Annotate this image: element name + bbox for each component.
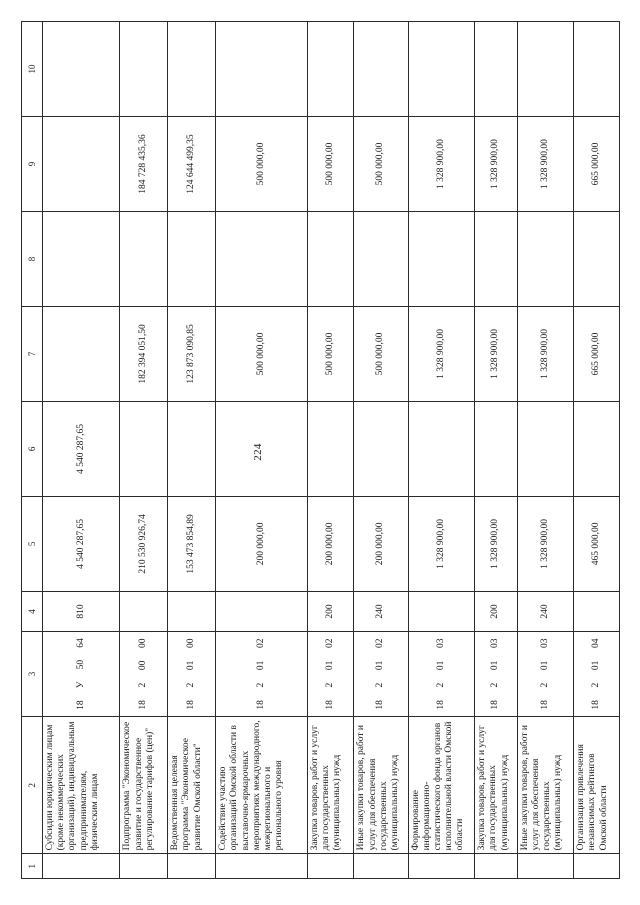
code-part: 01 [375,660,386,671]
value-cell-c7: 1 328 900,00 [408,306,474,401]
code-part: 02 [255,638,266,648]
value-cell-c9: 500 000,00 [307,117,354,212]
code-part: 18 [375,700,386,710]
value-cell-c9: 1 328 900,00 [475,117,517,212]
code-part: 03 [539,638,550,648]
classification-code [308,632,354,716]
code-part: 04 [590,638,601,648]
row-index-cell [307,854,354,879]
code-part: 02 [375,638,386,648]
value-cell-c5: 210 530 926,74 [120,496,168,591]
code-cell [307,632,354,717]
code-part: 00 [138,660,149,671]
code-part: 01 [255,660,266,671]
value-cell-c5: 4 540 287,65 [43,496,120,591]
value-cell-c9: 1 328 900,00 [517,117,574,212]
value-cell-c8 [307,212,354,307]
value-cell-c4: 240 [354,591,408,631]
value-cell-c5: 153 473 854,89 [168,496,216,591]
value-cell-c7: 1 328 900,00 [517,306,574,401]
column-header: 10 [22,22,43,117]
row-name: Иные закупки товаров, работ и услуг для обеспечения государственных (муниципальных) нужд [517,717,574,854]
classification-code [120,632,167,716]
value-cell-c6 [216,401,307,496]
column-header: 8 [22,212,43,307]
value-cell-c5: 465 000,00 [574,496,620,591]
value-cell-c9: 665 000,00 [574,117,620,212]
value-cell-c6: 4 540 287,65 [43,401,120,496]
table-row [307,22,354,879]
code-part: 01 [539,660,550,671]
value-cell-c9: 500 000,00 [216,117,307,212]
value-cell-c9 [43,117,120,212]
value-cell-c4: 200 [475,591,517,631]
code-part: 18 [255,700,266,710]
code-part: 01 [324,660,335,671]
code-part: 01 [435,660,446,671]
row-name: Иные закупки товаров, работ и услуг для обеспечения государственных (муниципальных) нужд [354,717,408,854]
code-part: 2 [138,682,149,688]
value-cell-c10 [354,22,408,117]
rotated-table-frame [21,21,620,879]
table-row [475,22,517,879]
row-index-cell [408,854,474,879]
code-part: У [75,681,86,689]
row-name: Формирование информационно-статистического фонда органов исполнительной власти Омской области [408,717,474,854]
value-cell-c4: 200 [307,591,354,631]
value-cell-c8 [517,212,574,307]
value-cell-c8 [43,212,120,307]
code-part: 01 [490,660,501,671]
value-cell-c5: 1 328 900,00 [408,496,474,591]
code-part: 18 [435,700,446,710]
table-row [517,22,574,879]
value-cell-c10 [475,22,517,117]
classification-code [409,632,474,716]
row-name: Закупка товаров, работ и услуг для государственных (муниципальных) нужд [307,717,354,854]
value-cell-c7: 500 000,00 [307,306,354,401]
row-name: Ведомственная целевая программа "Экономическое развитие Омской области" [168,717,216,854]
column-header: 7 [22,306,43,401]
table-row [120,22,168,879]
column-header: 4 [22,591,43,631]
code-part: 2 [590,682,601,688]
code-part: 00 [138,638,149,648]
value-cell-c4 [216,591,307,631]
value-cell-c6 [517,401,574,496]
code-part: 18 [539,700,550,710]
code-part: 2 [255,682,266,688]
code-cell [574,632,620,717]
code-part: 2 [490,682,501,688]
value-cell-c9: 124 644 499,35 [168,117,216,212]
column-header: 9 [22,117,43,212]
code-part: 18 [590,700,601,710]
value-cell-c8 [574,212,620,307]
code-cell [517,632,574,717]
code-cell [408,632,474,717]
row-index-cell [168,854,216,879]
row-index-cell [517,854,574,879]
value-cell-c4: 240 [517,591,574,631]
value-cell-c4 [408,591,474,631]
value-cell-c7 [43,306,120,401]
value-cell-c10 [43,22,120,117]
table-row [216,22,307,879]
value-cell-c8 [354,212,408,307]
value-cell-c9: 1 328 900,00 [408,117,474,212]
column-header: 5 [22,496,43,591]
table-row [408,22,474,879]
row-name: Закупка товаров, работ и услуг для государственных (муниципальных) нужд [475,717,517,854]
value-cell-c9: 500 000,00 [354,117,408,212]
value-cell-c10 [307,22,354,117]
code-part: 03 [490,638,501,648]
value-cell-c6 [408,401,474,496]
value-cell-c6 [307,401,354,496]
code-part: 03 [435,638,446,648]
classification-code [518,632,574,716]
row-index-cell [43,854,120,879]
row-name: Организация привлечения независимых рейтингов Омской области [574,717,620,854]
value-cell-c6 [475,401,517,496]
code-part: 2 [186,682,197,688]
budget-table [21,21,620,879]
code-part: 50 [75,659,86,670]
classification-code [216,632,306,716]
page-number: 224 [252,443,264,461]
value-cell-c4 [120,591,168,631]
column-header: 6 [22,401,43,496]
code-part: 64 [75,638,86,648]
value-cell-c7: 500 000,00 [354,306,408,401]
column-number-row [22,22,43,879]
value-cell-c6 [354,401,408,496]
value-cell-c4: 810 [43,591,120,631]
value-cell-c7: 123 873 090,85 [168,306,216,401]
value-cell-c10 [216,22,307,117]
value-cell-c4 [574,591,620,631]
value-cell-c9: 184 728 435,36 [120,117,168,212]
row-index-cell [475,854,517,879]
value-cell-c4 [168,591,216,631]
code-cell [216,632,307,717]
value-cell-c10 [168,22,216,117]
code-part: 2 [324,682,335,688]
code-part: 00 [186,638,197,648]
table-row [168,22,216,879]
value-cell-c5: 1 328 900,00 [517,496,574,591]
value-cell-c10 [517,22,574,117]
value-cell-c8 [120,212,168,307]
code-part: 2 [435,682,446,688]
classification-code [574,632,619,716]
row-index-cell [216,854,307,879]
value-cell-c8 [216,212,307,307]
value-cell-c5: 200 000,00 [307,496,354,591]
classification-code [354,632,407,716]
column-header: 3 [22,632,43,717]
row-name: Субсидии юридическим лицам (кроме некоммерческих организаций), индивидуальным предпринимателям, физическим лицам [43,717,120,854]
code-part: 18 [490,700,501,710]
row-index-cell [574,854,620,879]
value-cell-c8 [475,212,517,307]
row-index-cell [354,854,408,879]
code-part: 18 [75,700,86,710]
value-cell-c10 [408,22,474,117]
code-part: 18 [138,700,149,710]
classification-code [475,632,516,716]
code-cell [354,632,408,717]
table-row [354,22,408,879]
column-header: 1 [22,854,43,879]
value-cell-c7: 182 394 051,50 [120,306,168,401]
value-cell-c10 [120,22,168,117]
code-part: 01 [590,660,601,671]
code-part: 2 [375,682,386,688]
classification-code [168,632,215,716]
code-part: 2 [539,682,550,688]
value-cell-c7: 1 328 900,00 [475,306,517,401]
row-index-cell [120,854,168,879]
value-cell-c7: 665 000,00 [574,306,620,401]
code-cell [120,632,168,717]
value-cell-c6 [168,401,216,496]
column-header: 2 [22,717,43,854]
code-part: 18 [186,700,197,710]
code-part: 18 [324,700,335,710]
table-row [43,22,120,879]
code-cell [475,632,517,717]
value-cell-c5: 200 000,00 [216,496,307,591]
code-part: 01 [186,660,197,671]
value-cell-c5: 1 328 900,00 [475,496,517,591]
row-name: Подпрограмма "Экономическое развитие и государственное регулирование тарифов (цен)" [120,717,168,854]
value-cell-c6 [574,401,620,496]
value-cell-c6 [120,401,168,496]
code-cell [168,632,216,717]
code-part: 02 [324,638,335,648]
value-cell-c8 [408,212,474,307]
value-cell-c8 [168,212,216,307]
value-cell-c10 [574,22,620,117]
classification-code [43,632,119,716]
value-cell-c7: 500 000,00 [216,306,307,401]
value-cell-c5: 200 000,00 [354,496,408,591]
code-cell [43,632,120,717]
row-name: Содействие участию организаций Омской области в выставочно-ярмарочных мероприятиях международного, межрегионального и регионального уровня [216,717,307,854]
table-row [574,22,620,879]
